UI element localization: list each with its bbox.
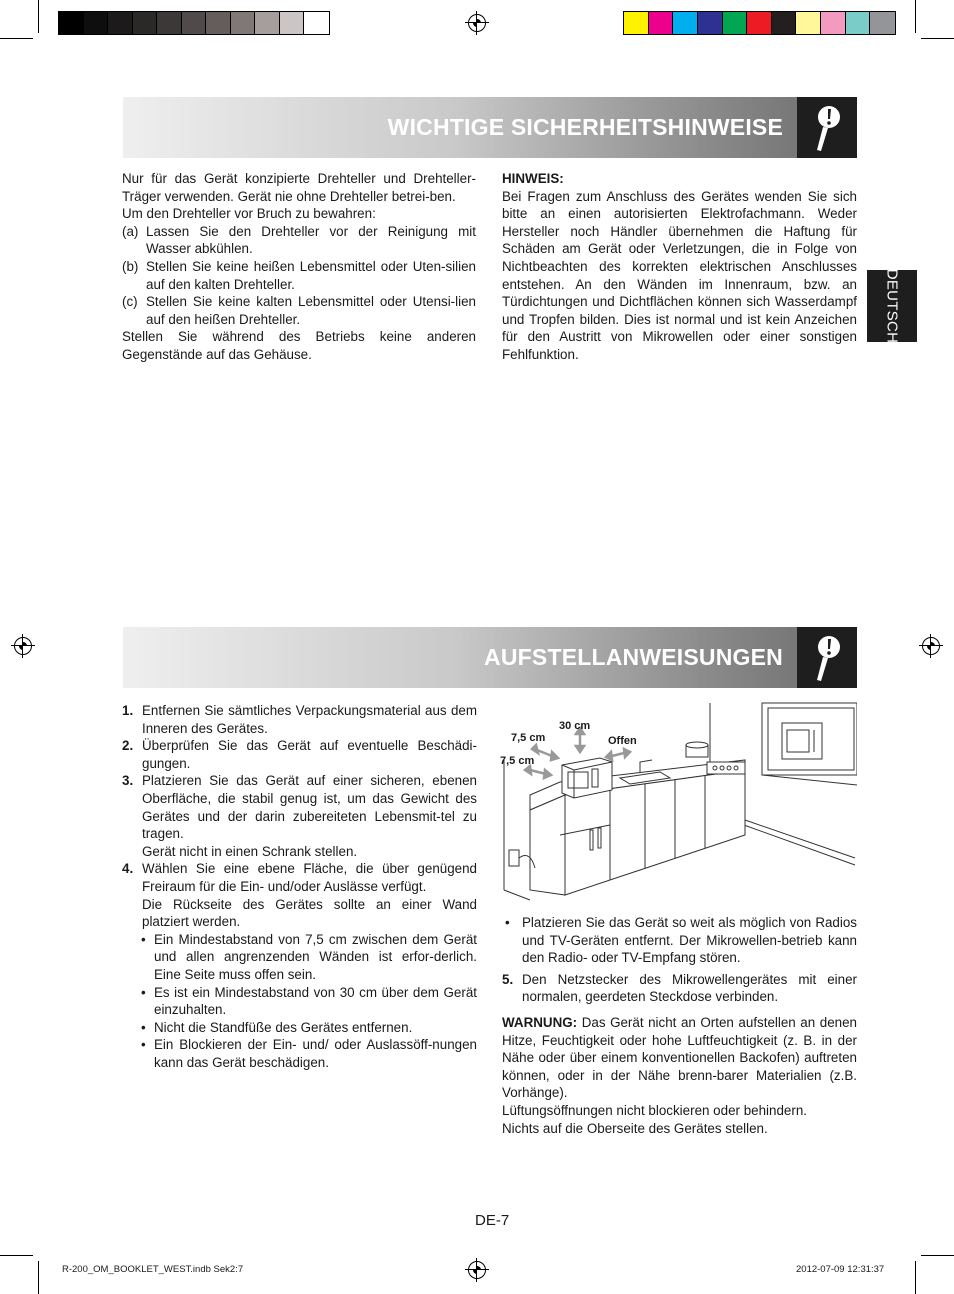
bullet-item: • Platzieren Sie das Gerät so weit als möglich von Radios und TV-Geräten entfernt. Der Mikrowellen-betrieb kann den Radio- oder TV-Empfang stören. xyxy=(505,915,857,966)
color-swatch xyxy=(772,12,797,34)
color-swatch xyxy=(723,12,748,34)
color-swatch xyxy=(698,12,723,34)
housing-paragraph: Stellen Sie während des Betriebs keine anderen Gegenstände auf das Gehäuse. xyxy=(122,329,476,362)
section-header-safety xyxy=(123,97,857,158)
crop-mark xyxy=(915,1261,916,1294)
step-item: 3. Platzieren Sie das Gerät auf einer sicheren, ebenen Oberfläche, die stabil genug ist, um das Gewicht des Gerätes und der darin zubereiteten Lebensmit-tel zu tragen. Gerät nicht in einen Schrank stellen. xyxy=(122,773,477,859)
kitchen-installation-illustration xyxy=(500,700,857,905)
color-swatch xyxy=(304,12,329,34)
note-text: Bei Fragen zum Anschluss des Gerätes wenden Sie sich bitte an einen autorisierten Elektrofachmann. Weder Hersteller noch Händler übernehmen die Haftung für Schäden am Gerät oder Verletzungen, die in Folge von Nichtbeachten des korrekten elektrischen Anschlusses entstehen. An den Wänden im Innenraum, bzw. an Türdichtungen und Dichtflächen können sich Wasserdampf und Tropfen bilden. Dies ist normal und ist kein Anzeichen für den Austritt von Mikrowellen oder einer sonstigen Fehlfunktion. xyxy=(502,188,857,362)
color-swatch xyxy=(821,12,846,34)
color-swatch xyxy=(157,12,182,34)
footer-filename: R-200_OM_BOOKLET_WEST.indb Sek2:7 xyxy=(62,1264,244,1275)
bullet-item: • Es ist ein Mindestabstand von 30 cm über dem Gerät einzuhalten. xyxy=(141,984,477,1018)
bullet-item: • Nicht die Standfüße des Gerätes entfernen. xyxy=(141,1019,413,1035)
color-bar-right xyxy=(623,11,896,35)
color-swatch xyxy=(747,12,772,34)
language-tab xyxy=(867,270,917,342)
crop-mark xyxy=(921,38,954,39)
list-item: (c) Stellen Sie keine kalten Lebensmittel oder Utensi-lien auf den heißen Drehteller. xyxy=(122,294,476,327)
registration-mark-icon xyxy=(468,14,486,32)
clearance-left-label: 7,5 cm xyxy=(511,732,546,744)
color-swatch xyxy=(649,12,674,34)
safety-left-column xyxy=(122,170,476,364)
crop-mark xyxy=(921,1255,954,1256)
warning-extra: Lüftungsöffnungen nicht blockieren oder behindern. xyxy=(502,1102,807,1118)
color-bar-left xyxy=(58,11,330,35)
color-swatch xyxy=(870,12,895,34)
section-title: WICHTIGE SICHERHEITSHINWEISE xyxy=(387,114,783,140)
color-swatch xyxy=(133,12,158,34)
page-number: DE-7 xyxy=(475,1212,510,1229)
color-swatch xyxy=(182,12,207,34)
crop-mark xyxy=(0,38,33,39)
registration-mark-icon xyxy=(14,637,32,655)
warning-icon xyxy=(797,627,857,688)
footer-timestamp: 2012-07-09 12:31:37 xyxy=(796,1264,885,1275)
language-label: DEUTSCH xyxy=(883,268,901,344)
installation-left-column xyxy=(122,702,477,1071)
breakage-intro: Um den Drehteller vor Bruch zu bewahren: xyxy=(122,206,376,222)
color-swatch xyxy=(796,12,821,34)
crop-mark xyxy=(38,1261,39,1294)
clearance-left-label: 7,5 cm xyxy=(500,755,535,767)
bullet-item: • Ein Blockieren der Ein- und/ oder Auslassöff-nungen kann das Gerät beschädigen. xyxy=(141,1037,477,1070)
registration-mark-icon xyxy=(468,1261,486,1279)
list-item: (b) Stellen Sie keine heißen Lebensmittel oder Uten-silien auf den kalten Drehteller. xyxy=(122,258,476,292)
color-swatch xyxy=(206,12,231,34)
open-side-label: Offen xyxy=(608,735,637,747)
step-item: 5. Den Netzstecker des Mikrowellengerätes mit einer normalen, geerdeten Steckdose verbinden. xyxy=(502,971,857,1005)
registration-mark-icon xyxy=(922,637,940,655)
warning-extra: Nichts auf die Oberseite des Gerätes stellen. xyxy=(502,1120,768,1136)
crop-mark xyxy=(0,1255,33,1256)
color-swatch xyxy=(255,12,280,34)
color-swatch xyxy=(624,12,649,34)
installation-right-column xyxy=(502,914,857,1137)
clearance-top-label: 30 cm xyxy=(559,720,591,732)
section-header-installation xyxy=(123,627,857,688)
warning-paragraph: WARNUNG: Das Gerät nicht an Orten aufstellen an denen Hitze, Feuchtigkeit oder hohe Luftfeuchtigkeit (z. B. in der Nähe oder über einem konventionellen Backofen) auftreten können, oder in der Nähe brenn-barer Materialien (z.B. Vorhänge). xyxy=(502,1014,857,1101)
safety-right-column xyxy=(502,170,857,364)
color-swatch xyxy=(673,12,698,34)
step-item: 2. Überprüfen Sie das Gerät auf eventuelle Beschädi-gungen. xyxy=(122,738,477,771)
warning-icon xyxy=(797,97,857,158)
crop-mark xyxy=(915,0,916,33)
color-swatch xyxy=(108,12,133,34)
color-swatch xyxy=(59,12,84,34)
bullet-item: • Ein Mindestabstand von 7,5 cm zwischen dem Gerät und allen angrenzenden Wänden ist erfor-derlich. Eine Seite muss offen sein. xyxy=(141,931,477,982)
turntable-paragraph: Nur für das Gerät konzipierte Drehteller und Drehteller-Träger verwenden. Gerät nie ohne Drehteller betrei-ben. xyxy=(122,171,476,204)
crop-mark xyxy=(38,0,39,33)
note-heading: HINWEIS: xyxy=(502,171,564,186)
color-swatch xyxy=(84,12,109,34)
list-item: (a) Lassen Sie den Drehteller vor der Reinigung mit Wasser abkühlen. xyxy=(122,223,476,257)
color-swatch xyxy=(231,12,256,34)
color-swatch xyxy=(846,12,871,34)
color-swatch xyxy=(280,12,305,34)
step-item: 4. Wählen Sie eine ebene Fläche, die über genügend Freiraum für die Ein- und/oder Auslässe verfügt. Die Rückseite des Gerätes sollte an einer Wand platziert werden. xyxy=(122,861,477,930)
section-title: AUFSTELLANWEISUNGEN xyxy=(484,644,783,670)
step-item: 1. Entfernen Sie sämtliches Verpackungsmaterial aus dem Inneren des Gerätes. xyxy=(122,703,477,736)
